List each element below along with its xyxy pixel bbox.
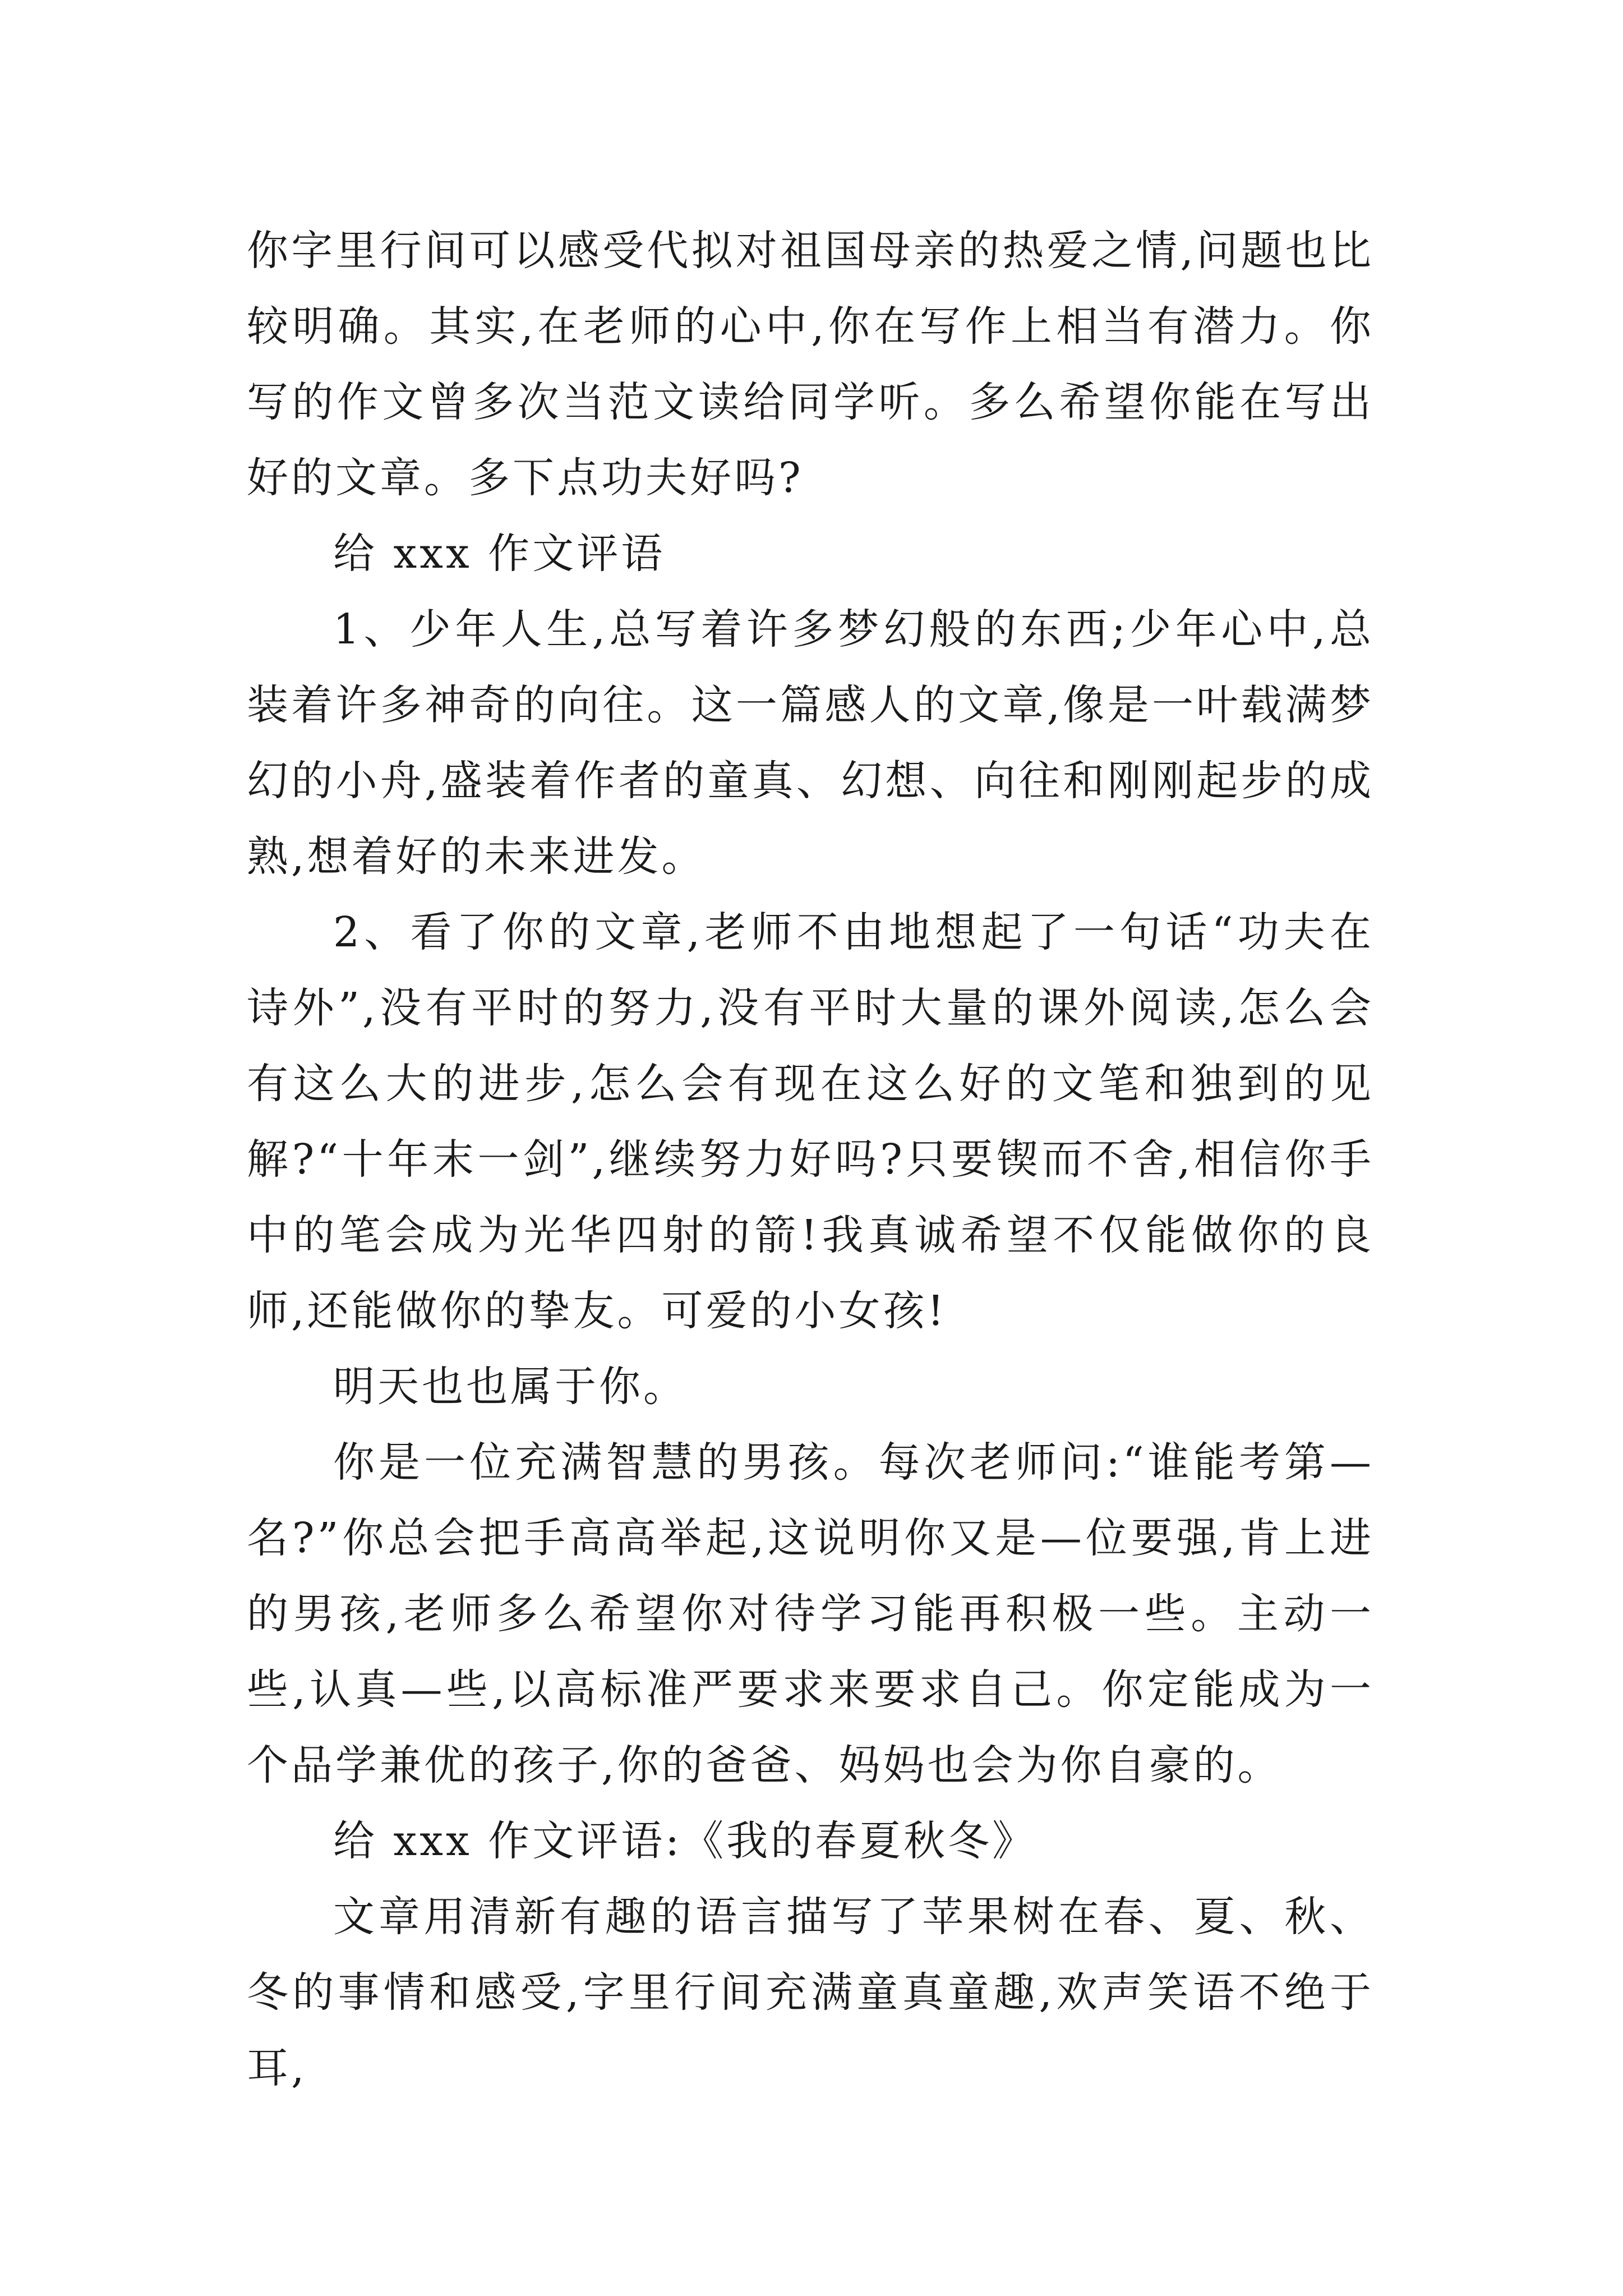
paragraph-comment-2: 2、看了你的文章,老师不由地想起了一句话“功夫在诗外”,没有平时的努力,没有平时大量的课外阅读,怎么会有这么大的进步,怎么会有现在这么好的文笔和独到的见解?“十年末一剑”,继续努力好吗?只要锲而不舍,相信你手中的笔会成为光华四射的箭!我真诚希望不仅能做你的良师,还能做你的挚友。可爱的小女孩!	[247, 908, 1374, 1335]
paragraph-tomorrow: 明天也也属于你。	[333, 1363, 688, 1411]
paragraph-smart-boy: 你是一位充满智慧的男孩。每次老师问:“谁能考第—名?”你总会把手高高举起,这说明你又是—位要强,肯上进的男孩,老师多么希望你对待学习能再积极一些。主动一些,认真—些,以高标准严要求来要求自己。你定能成为一个品学兼优的孩子,你的爸爸、妈妈也会为你自豪的。	[247, 1438, 1374, 1789]
heading-essay-comment-seasons: 给 xxx 作文评语:《我的春夏秋冬》	[333, 1817, 1037, 1865]
heading-essay-comment: 给 xxx 作文评语	[333, 530, 666, 578]
paragraph-comment-1: 1、少年人生,总写着许多梦幻般的东西;少年心中,总装着许多神奇的向往。这一篇感人的文章,像是一叶载满梦幻的小舟,盛装着作者的童真、幻想、向往和刚刚起步的成熟,想着好的未来进发。	[247, 605, 1374, 881]
paragraph-seasons-comment: 文章用清新有趣的语言描写了苹果树在春、夏、秋、冬的事情和感受,字里行间充满童真童趣,欢声笑语不绝于耳,	[247, 1893, 1374, 2092]
document-body	[247, 213, 1374, 2106]
paragraph-comment-intro: 你字里行间可以感受代拟对祖国母亲的热爱之情,问题也比较明确。其实,在老师的心中,你在写作上相当有潜力。你写的作文曾多次当范文读给同学听。多么希望你能在写出好的文章。多下点功夫好吗?	[247, 227, 1374, 502]
